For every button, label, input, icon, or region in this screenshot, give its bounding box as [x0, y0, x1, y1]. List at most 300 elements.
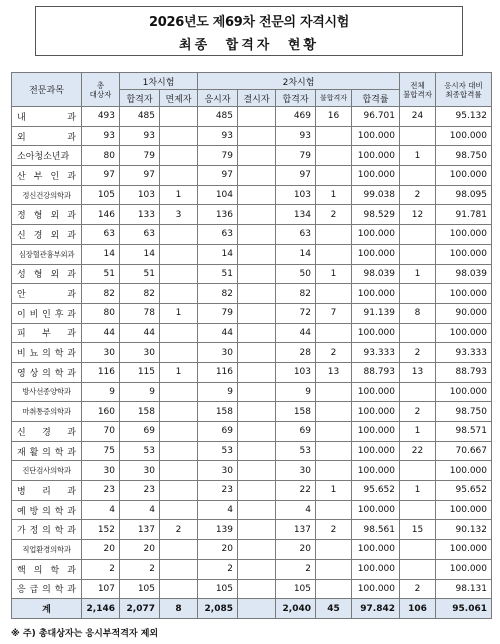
subject-cell: 신 경 외 과 — [12, 225, 82, 245]
value-cell: 16 — [316, 107, 352, 127]
total-value: 2,146 — [82, 599, 120, 619]
subject-cell: 병 리 과 — [12, 481, 82, 501]
value-cell: 98.750 — [436, 146, 492, 166]
value-cell: 139 — [198, 520, 238, 540]
value-cell: 2 — [198, 559, 238, 579]
value-cell: 30 — [120, 343, 160, 363]
value-cell: 13 — [316, 362, 352, 382]
value-cell: 93 — [276, 126, 316, 146]
value-cell: 20 — [82, 540, 120, 560]
value-cell: 22 — [276, 481, 316, 501]
value-cell: 1 — [316, 185, 352, 205]
value-cell — [238, 244, 276, 264]
value-cell: 2 — [160, 520, 198, 540]
value-cell: 69 — [276, 422, 316, 442]
value-cell: 97 — [120, 166, 160, 186]
value-cell: 100.000 — [436, 540, 492, 560]
subject-cell: 가 정 의 학 과 — [12, 520, 82, 540]
value-cell — [400, 126, 436, 146]
value-cell — [316, 500, 352, 520]
table-row — [12, 540, 492, 560]
subject-cell: 소아청소년과 — [12, 146, 82, 166]
value-cell: 30 — [82, 343, 120, 363]
value-cell — [238, 146, 276, 166]
value-cell: 9 — [120, 382, 160, 402]
table-row — [12, 422, 492, 442]
value-cell — [400, 323, 436, 343]
value-cell: 1 — [400, 264, 436, 284]
value-cell: 93 — [198, 126, 238, 146]
value-cell — [238, 323, 276, 343]
value-cell: 7 — [316, 303, 352, 323]
value-cell — [400, 284, 436, 304]
value-cell: 158 — [276, 402, 316, 422]
value-cell: 100.000 — [436, 500, 492, 520]
value-cell: 80 — [82, 146, 120, 166]
subject-cell: 직업환경의학과 — [12, 540, 82, 560]
header-overall-fail: 전체 불합격자 — [400, 73, 436, 107]
value-cell — [238, 579, 276, 599]
value-cell: 50 — [276, 264, 316, 284]
subject-cell: 산 부 인 과 — [12, 166, 82, 186]
value-cell: 1 — [160, 185, 198, 205]
value-cell: 137 — [276, 520, 316, 540]
value-cell: 116 — [198, 362, 238, 382]
value-cell: 98.131 — [436, 579, 492, 599]
value-cell: 98.561 — [352, 520, 400, 540]
value-cell: 9 — [82, 382, 120, 402]
value-cell: 91.781 — [436, 205, 492, 225]
value-cell: 1 — [400, 422, 436, 442]
value-cell — [160, 481, 198, 501]
value-cell — [400, 382, 436, 402]
value-cell: 14 — [276, 244, 316, 264]
value-cell — [400, 500, 436, 520]
value-cell — [160, 540, 198, 560]
value-cell — [160, 166, 198, 186]
value-cell — [160, 225, 198, 245]
total-value: 2,040 — [276, 599, 316, 619]
value-cell: 15 — [400, 520, 436, 540]
table-row — [12, 343, 492, 363]
value-cell — [238, 343, 276, 363]
value-cell: 2 — [120, 559, 160, 579]
value-cell: 104 — [198, 185, 238, 205]
value-cell — [316, 244, 352, 264]
value-cell: 107 — [82, 579, 120, 599]
value-cell: 100.000 — [352, 579, 400, 599]
subject-cell: 비 뇨 의 학 과 — [12, 343, 82, 363]
table-row — [12, 402, 492, 422]
total-value: 97.842 — [352, 599, 400, 619]
subject-cell: 성 형 외 과 — [12, 264, 82, 284]
table-row — [12, 500, 492, 520]
value-cell: 13 — [400, 362, 436, 382]
value-cell: 1 — [400, 481, 436, 501]
value-cell — [160, 146, 198, 166]
subject-cell: 마취통증의학과 — [12, 402, 82, 422]
value-cell — [238, 166, 276, 186]
value-cell: 28 — [276, 343, 316, 363]
value-cell: 2 — [316, 520, 352, 540]
value-cell: 2 — [400, 402, 436, 422]
value-cell: 95.132 — [436, 107, 492, 127]
value-cell: 100.000 — [436, 559, 492, 579]
page-subtitle: 최종 합격자 현황 — [179, 38, 319, 53]
value-cell — [160, 500, 198, 520]
table-row — [12, 362, 492, 382]
value-cell: 100.000 — [352, 382, 400, 402]
value-cell: 99.038 — [352, 185, 400, 205]
table-row — [12, 579, 492, 599]
value-cell — [238, 461, 276, 481]
value-cell: 100.000 — [352, 225, 400, 245]
value-cell — [160, 244, 198, 264]
value-cell: 100.000 — [436, 244, 492, 264]
header-second-fail: 불합격자 — [316, 90, 352, 107]
value-cell — [400, 225, 436, 245]
value-cell — [316, 382, 352, 402]
value-cell: 485 — [120, 107, 160, 127]
value-cell: 51 — [120, 264, 160, 284]
value-cell — [238, 205, 276, 225]
value-cell: 20 — [276, 540, 316, 560]
header-final-rate: 응시자 대비 최종합격률 — [436, 73, 492, 107]
value-cell: 82 — [198, 284, 238, 304]
value-cell: 100.000 — [436, 461, 492, 481]
value-cell: 100.000 — [436, 166, 492, 186]
subject-cell: 핵 의 학 과 — [12, 559, 82, 579]
value-cell: 100.000 — [352, 284, 400, 304]
value-cell: 105 — [82, 185, 120, 205]
value-cell — [400, 166, 436, 186]
footnote: ※ 주) 총대상자는 응시부적격자 제외 — [11, 629, 159, 639]
value-cell — [160, 343, 198, 363]
subject-cell: 응 급 의 학 과 — [12, 579, 82, 599]
value-cell: 2 — [400, 185, 436, 205]
value-cell — [160, 559, 198, 579]
value-cell — [316, 146, 352, 166]
value-cell — [160, 126, 198, 146]
value-cell: 100.000 — [352, 441, 400, 461]
value-cell: 97 — [276, 166, 316, 186]
value-cell: 115 — [120, 362, 160, 382]
subject-cell: 피 부 과 — [12, 323, 82, 343]
header-first-pass: 합격자 — [120, 90, 160, 107]
value-cell: 79 — [198, 146, 238, 166]
subject-cell: 안 과 — [12, 284, 82, 304]
value-cell: 2 — [316, 205, 352, 225]
value-cell: 105 — [120, 579, 160, 599]
value-cell — [238, 500, 276, 520]
value-cell: 95.652 — [352, 481, 400, 501]
value-cell: 72 — [276, 303, 316, 323]
value-cell: 44 — [120, 323, 160, 343]
subject-cell: 심장혈관흉부외과 — [12, 244, 82, 264]
table-body — [12, 107, 492, 619]
value-cell: 100.000 — [436, 382, 492, 402]
value-cell: 63 — [82, 225, 120, 245]
value-cell: 469 — [276, 107, 316, 127]
value-cell: 24 — [400, 107, 436, 127]
subject-cell: 재 활 의 학 과 — [12, 441, 82, 461]
value-cell: 23 — [120, 481, 160, 501]
page-title: 2026년도 제69차 전문의 자격시험 — [149, 15, 349, 30]
value-cell: 98.750 — [436, 402, 492, 422]
value-cell: 97 — [198, 166, 238, 186]
value-cell: 20 — [198, 540, 238, 560]
value-cell — [238, 185, 276, 205]
value-cell: 90.000 — [436, 303, 492, 323]
value-cell: 82 — [82, 284, 120, 304]
value-cell: 100.000 — [352, 500, 400, 520]
value-cell — [238, 402, 276, 422]
value-cell: 78 — [120, 303, 160, 323]
value-cell: 9 — [276, 382, 316, 402]
header-subject: 전문과목 — [12, 73, 82, 107]
table-row — [12, 185, 492, 205]
table-row — [12, 264, 492, 284]
value-cell: 63 — [198, 225, 238, 245]
value-cell: 23 — [82, 481, 120, 501]
value-cell: 1 — [316, 264, 352, 284]
value-cell: 98.529 — [352, 205, 400, 225]
value-cell: 44 — [276, 323, 316, 343]
value-cell: 103 — [120, 185, 160, 205]
value-cell — [160, 461, 198, 481]
value-cell — [316, 422, 352, 442]
value-cell: 23 — [198, 481, 238, 501]
value-cell: 2 — [400, 579, 436, 599]
subject-cell: 내 과 — [12, 107, 82, 127]
value-cell: 88.793 — [436, 362, 492, 382]
value-cell — [316, 284, 352, 304]
value-cell: 12 — [400, 205, 436, 225]
value-cell: 136 — [198, 205, 238, 225]
value-cell — [238, 107, 276, 127]
value-cell — [400, 559, 436, 579]
value-cell: 105 — [276, 579, 316, 599]
value-cell: 105 — [198, 579, 238, 599]
value-cell: 158 — [198, 402, 238, 422]
value-cell: 116 — [82, 362, 120, 382]
value-cell — [316, 323, 352, 343]
value-cell — [238, 559, 276, 579]
value-cell — [400, 540, 436, 560]
value-cell: 1 — [160, 362, 198, 382]
table-row — [12, 205, 492, 225]
value-cell: 82 — [276, 284, 316, 304]
value-cell — [316, 126, 352, 146]
table-row — [12, 461, 492, 481]
table-row — [12, 481, 492, 501]
value-cell — [316, 166, 352, 186]
value-cell: 93.333 — [436, 343, 492, 363]
value-cell — [400, 461, 436, 481]
value-cell: 100.000 — [352, 323, 400, 343]
value-cell — [160, 264, 198, 284]
table-row — [12, 323, 492, 343]
value-cell — [316, 559, 352, 579]
value-cell — [160, 402, 198, 422]
value-cell — [238, 481, 276, 501]
value-cell: 3 — [160, 205, 198, 225]
table-row — [12, 225, 492, 245]
total-value: 2,077 — [120, 599, 160, 619]
table-row — [12, 520, 492, 540]
value-cell: 30 — [276, 461, 316, 481]
value-cell: 100.000 — [352, 559, 400, 579]
value-cell: 53 — [198, 441, 238, 461]
value-cell: 2 — [316, 343, 352, 363]
value-cell: 14 — [198, 244, 238, 264]
value-cell: 2 — [276, 559, 316, 579]
table-row — [12, 146, 492, 166]
value-cell: 8 — [400, 303, 436, 323]
value-cell: 485 — [198, 107, 238, 127]
value-cell: 152 — [82, 520, 120, 540]
value-cell — [238, 126, 276, 146]
value-cell: 69 — [120, 422, 160, 442]
value-cell — [238, 441, 276, 461]
value-cell — [238, 540, 276, 560]
value-cell: 22 — [400, 441, 436, 461]
value-cell: 103 — [276, 185, 316, 205]
value-cell: 98.571 — [436, 422, 492, 442]
value-cell: 100.000 — [436, 126, 492, 146]
value-cell: 30 — [82, 461, 120, 481]
value-cell — [238, 520, 276, 540]
table-row — [12, 244, 492, 264]
results-table — [11, 72, 492, 619]
total-label: 계 — [12, 599, 82, 619]
value-cell: 69 — [198, 422, 238, 442]
table-row — [12, 303, 492, 323]
table-row — [12, 166, 492, 186]
value-cell — [316, 461, 352, 481]
subject-cell: 이 비 인 후 과 — [12, 303, 82, 323]
table-row — [12, 382, 492, 402]
value-cell: 95.652 — [436, 481, 492, 501]
value-cell: 63 — [276, 225, 316, 245]
value-cell: 14 — [82, 244, 120, 264]
value-cell: 4 — [120, 500, 160, 520]
value-cell — [160, 579, 198, 599]
subject-cell: 외 과 — [12, 126, 82, 146]
title-box — [35, 6, 463, 56]
table-row — [12, 441, 492, 461]
value-cell — [316, 540, 352, 560]
value-cell — [316, 579, 352, 599]
value-cell — [238, 284, 276, 304]
table-row — [12, 284, 492, 304]
value-cell: 100.000 — [436, 225, 492, 245]
value-cell: 137 — [120, 520, 160, 540]
value-cell: 51 — [82, 264, 120, 284]
value-cell: 79 — [276, 146, 316, 166]
subject-cell: 예 방 의 학 과 — [12, 500, 82, 520]
value-cell — [238, 264, 276, 284]
value-cell — [160, 422, 198, 442]
value-cell: 30 — [198, 461, 238, 481]
value-cell: 100.000 — [352, 540, 400, 560]
value-cell: 133 — [120, 205, 160, 225]
value-cell: 160 — [82, 402, 120, 422]
value-cell — [316, 402, 352, 422]
value-cell: 100.000 — [352, 422, 400, 442]
table-row — [12, 107, 492, 127]
value-cell: 100.000 — [352, 166, 400, 186]
value-cell: 82 — [120, 284, 160, 304]
value-cell: 30 — [198, 343, 238, 363]
value-cell — [316, 441, 352, 461]
header-second-pass: 합격자 — [276, 90, 316, 107]
value-cell: 4 — [82, 500, 120, 520]
value-cell: 100.000 — [352, 461, 400, 481]
value-cell: 98.039 — [352, 264, 400, 284]
value-cell — [160, 441, 198, 461]
header-second-absent: 결시자 — [238, 90, 276, 107]
value-cell: 63 — [120, 225, 160, 245]
header-second-takers: 응시자 — [198, 90, 238, 107]
value-cell: 158 — [120, 402, 160, 422]
value-cell: 134 — [276, 205, 316, 225]
value-cell — [160, 382, 198, 402]
value-cell: 1 — [400, 146, 436, 166]
subject-cell: 영 상 의 학 과 — [12, 362, 82, 382]
value-cell: 100.000 — [352, 126, 400, 146]
value-cell: 9 — [198, 382, 238, 402]
value-cell: 100.000 — [436, 323, 492, 343]
subject-cell: 신 경 과 — [12, 422, 82, 442]
value-cell — [160, 107, 198, 127]
value-cell: 44 — [82, 323, 120, 343]
table-row — [12, 559, 492, 579]
value-cell: 4 — [198, 500, 238, 520]
value-cell: 44 — [198, 323, 238, 343]
total-value: 2,085 — [198, 599, 238, 619]
value-cell: 53 — [120, 441, 160, 461]
total-value: 106 — [400, 599, 436, 619]
total-row — [12, 599, 492, 619]
value-cell — [238, 422, 276, 442]
value-cell: 98.039 — [436, 264, 492, 284]
subject-cell: 정신건강의학과 — [12, 185, 82, 205]
value-cell — [238, 362, 276, 382]
table-header — [12, 73, 492, 107]
value-cell: 30 — [120, 461, 160, 481]
total-value: 45 — [316, 599, 352, 619]
header-first-exempt: 면제자 — [160, 90, 198, 107]
value-cell: 4 — [276, 500, 316, 520]
value-cell: 96.701 — [352, 107, 400, 127]
value-cell: 103 — [276, 362, 316, 382]
value-cell: 100.000 — [436, 284, 492, 304]
value-cell: 100.000 — [352, 146, 400, 166]
total-value: 8 — [160, 599, 198, 619]
value-cell: 14 — [120, 244, 160, 264]
value-cell: 53 — [276, 441, 316, 461]
value-cell: 91.139 — [352, 303, 400, 323]
value-cell — [238, 382, 276, 402]
value-cell: 70 — [82, 422, 120, 442]
value-cell: 20 — [120, 540, 160, 560]
value-cell: 80 — [82, 303, 120, 323]
value-cell — [160, 284, 198, 304]
value-cell: 2 — [82, 559, 120, 579]
value-cell — [400, 244, 436, 264]
value-cell — [160, 323, 198, 343]
